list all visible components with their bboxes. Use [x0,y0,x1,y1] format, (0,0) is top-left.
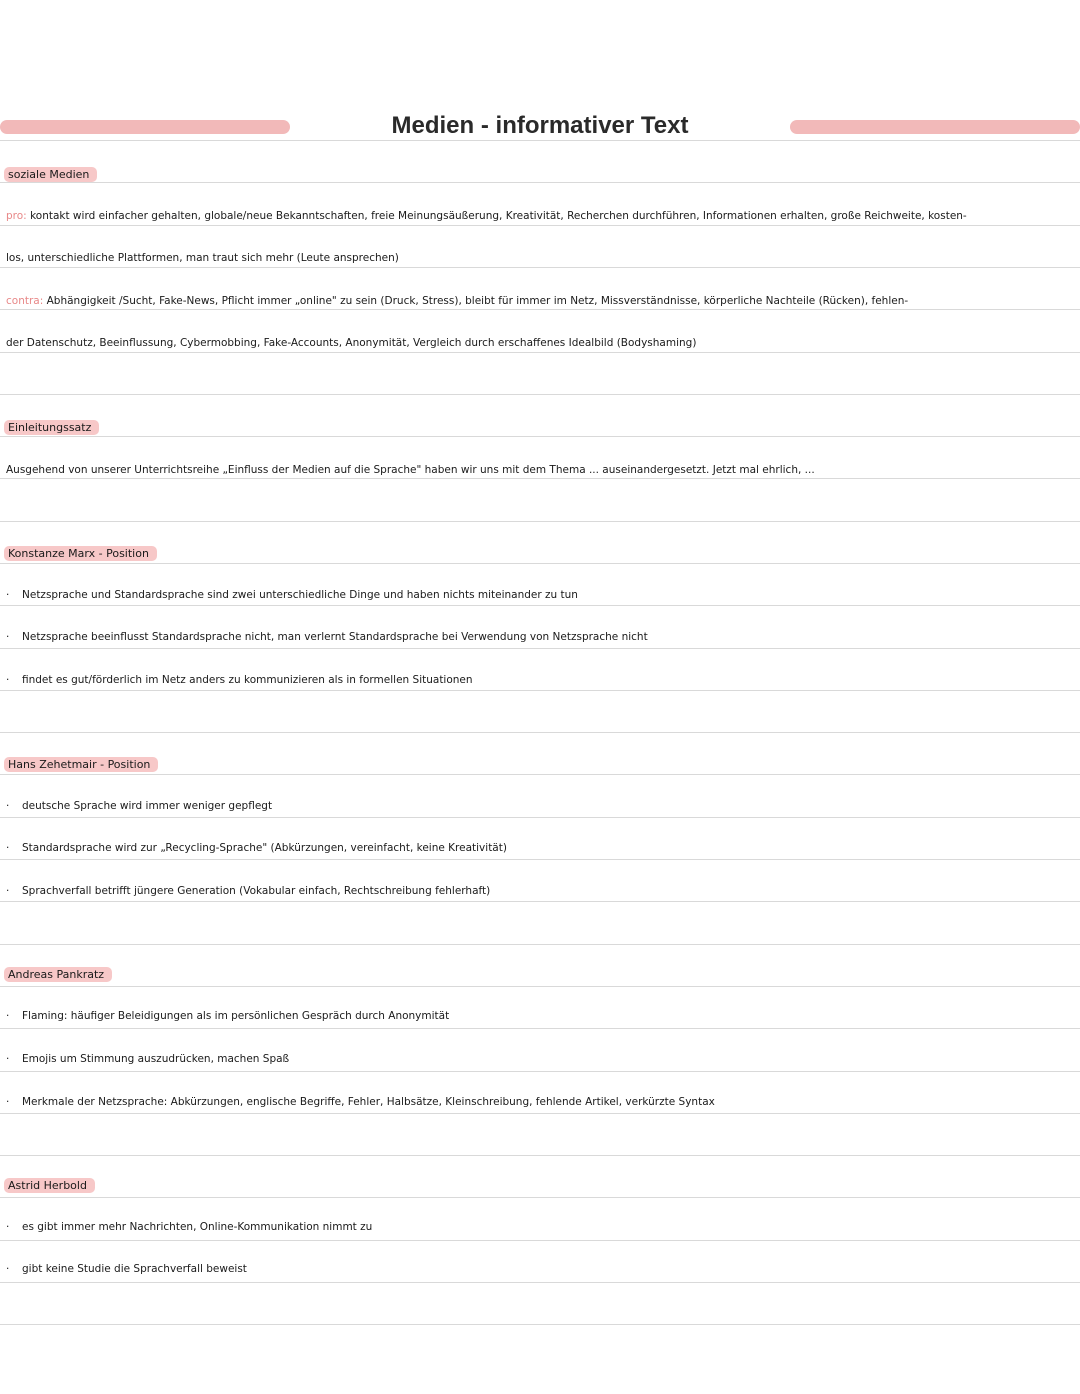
marx-item-3: · findet es gut/förderlich im Netz anders zu kommunizieren als in formellen Situationen [6,674,473,686]
pankratz-item-2: · Emojis um Stimmung auszudrücken, machen Spaß [6,1053,290,1065]
ruled-line [0,267,1080,268]
ruled-line [0,394,1080,395]
ruled-line [0,605,1080,606]
pankratz-item-3: · Merkmale der Netzsprache: Abkürzungen, englische Begriffe, Fehler, Halbsätze, Kleinschreibung, fehlende Artikel, verkürzte Syntax [6,1096,715,1108]
page-title: Medien - informativer Text [391,112,689,139]
herbold-item-1-text: es gibt immer mehr Nachrichten, Online-Kommunikation nimmt zu [22,1221,373,1233]
zehetmair-item-2-text: Standardsprache wird zur „Recycling-Sprache" (Abkürzungen, vereinfacht, keine Kreativität) [22,842,507,854]
zehetmair-item-3-text: Sprachverfall betrifft jüngere Generation (Vokabular einfach, Rechtschreibung fehlerhaft) [22,885,491,897]
pro-text-1: kontakt wird einfacher gehalten, globale/neue Bekanntschaften, freie Meinungsäußerung, Kreativität, Recherchen durchführen, Informationen erhalten, große Reichweite, kosten- [30,210,967,222]
ruled-line [0,1113,1080,1114]
marx-item-1: · Netzsprache und Standardsprache sind zwei unterschiedliche Dinge und haben nichts miteinander zu tun [6,589,578,601]
contra-line-2: der Datenschutz, Beeinflussung, Cybermobbing, Fake-Accounts, Anonymität, Vergleich durch erschaffenes Idealbild (Bodyshaming) [6,337,697,349]
ruled-line [0,563,1080,564]
zehetmair-item-2: · Standardsprache wird zur „Recycling-Sprache" (Abkürzungen, vereinfacht, keine Kreativität) [6,842,507,854]
ruled-line [0,1197,1080,1198]
ruled-line [0,690,1080,691]
ruled-line [0,1282,1080,1283]
marx-item-2-text: Netzsprache beeinflusst Standardsprache nicht, man verlernt Standardsprache bei Verwendung von Netzsprache nicht [22,631,648,643]
ruled-line [0,182,1080,183]
ruled-line [0,1324,1080,1325]
ruled-line [0,901,1080,902]
ruled-line [0,436,1080,437]
ruled-line [0,225,1080,226]
ruled-line [0,521,1080,522]
section-heading-marx: Konstanze Marx - Position [4,546,157,561]
section-heading-zehetmair: Hans Zehetmair - Position [4,757,158,772]
ruled-line [0,944,1080,945]
contra-line-1 [6,295,1076,307]
ruled-line [0,648,1080,649]
zehetmair-item-3: · Sprachverfall betrifft jüngere Generation (Vokabular einfach, Rechtschreibung fehlerhaft) [6,885,491,897]
zehetmair-item-1: · deutsche Sprache wird immer weniger gepflegt [6,800,273,812]
ruled-line [0,140,1080,141]
pankratz-item-2-text: Emojis um Stimmung auszudrücken, machen Spaß [22,1053,290,1065]
ruled-line [0,986,1080,987]
pro-line-2: los, unterschiedliche Plattformen, man traut sich mehr (Leute ansprechen) [6,252,399,264]
ruled-line [0,1028,1080,1029]
marx-item-3-text: findet es gut/förderlich im Netz anders zu kommunizieren als in formellen Situationen [22,674,473,686]
ruled-line [0,1155,1080,1156]
contra-label: contra: [6,295,44,307]
ruled-line [0,478,1080,479]
pankratz-item-1-text: Flaming: häufiger Beleidigungen als im persönlichen Gespräch durch Anonymität [22,1010,450,1022]
contra-text-1: Abhängigkeit /Sucht, Fake-News, Pflicht immer „online" zu sein (Druck, Stress), bleibt für immer im Netz, Missverständnisse, körperliche Nachteile (Rücken), fehlen- [46,295,909,307]
ruled-line [0,352,1080,353]
herbold-item-2-text: gibt keine Studie die Sprachverfall beweist [22,1263,247,1275]
herbold-item-2: · gibt keine Studie die Sprachverfall beweist [6,1263,247,1275]
section-heading-einleitung: Einleitungssatz [4,420,99,435]
section-heading-pankratz: Andreas Pankratz [4,967,112,982]
ruled-line [0,859,1080,860]
ruled-line [0,309,1080,310]
ruled-line [0,774,1080,775]
pro-line-1 [6,210,1076,222]
ruled-line [0,1071,1080,1072]
ruled-line [0,817,1080,818]
marx-item-2: · Netzsprache beeinflusst Standardsprache nicht, man verlernt Standardsprache bei Verwendung von Netzsprache nicht [6,631,648,643]
section-heading-soziale-medien: soziale Medien [4,167,97,182]
section-heading-herbold: Astrid Herbold [4,1178,95,1193]
herbold-item-1: · es gibt immer mehr Nachrichten, Online-Kommunikation nimmt zu [6,1221,373,1233]
pankratz-item-3-text: Merkmale der Netzsprache: Abkürzungen, englische Begriffe, Fehler, Halbsätze, Kleinschreibung, fehlende Artikel, verkürzte Syntax [22,1096,715,1108]
marx-item-1-text: Netzsprache und Standardsprache sind zwei unterschiedliche Dinge und haben nichts miteinander zu tun [22,589,578,601]
zehetmair-item-1-text: deutsche Sprache wird immer weniger gepflegt [22,800,273,812]
pankratz-item-1: · Flaming: häufiger Beleidigungen als im persönlichen Gespräch durch Anonymität [6,1010,450,1022]
ruled-line [0,732,1080,733]
pro-label: pro: [6,210,27,222]
einleitung-text: Ausgehend von unserer Unterrichtsreihe „Einfluss der Medien auf die Sprache" haben wir uns mit dem Thema ... auseinandergesetzt. Jetzt mal ehrlich, ... [6,464,815,476]
ruled-line [0,1240,1080,1241]
